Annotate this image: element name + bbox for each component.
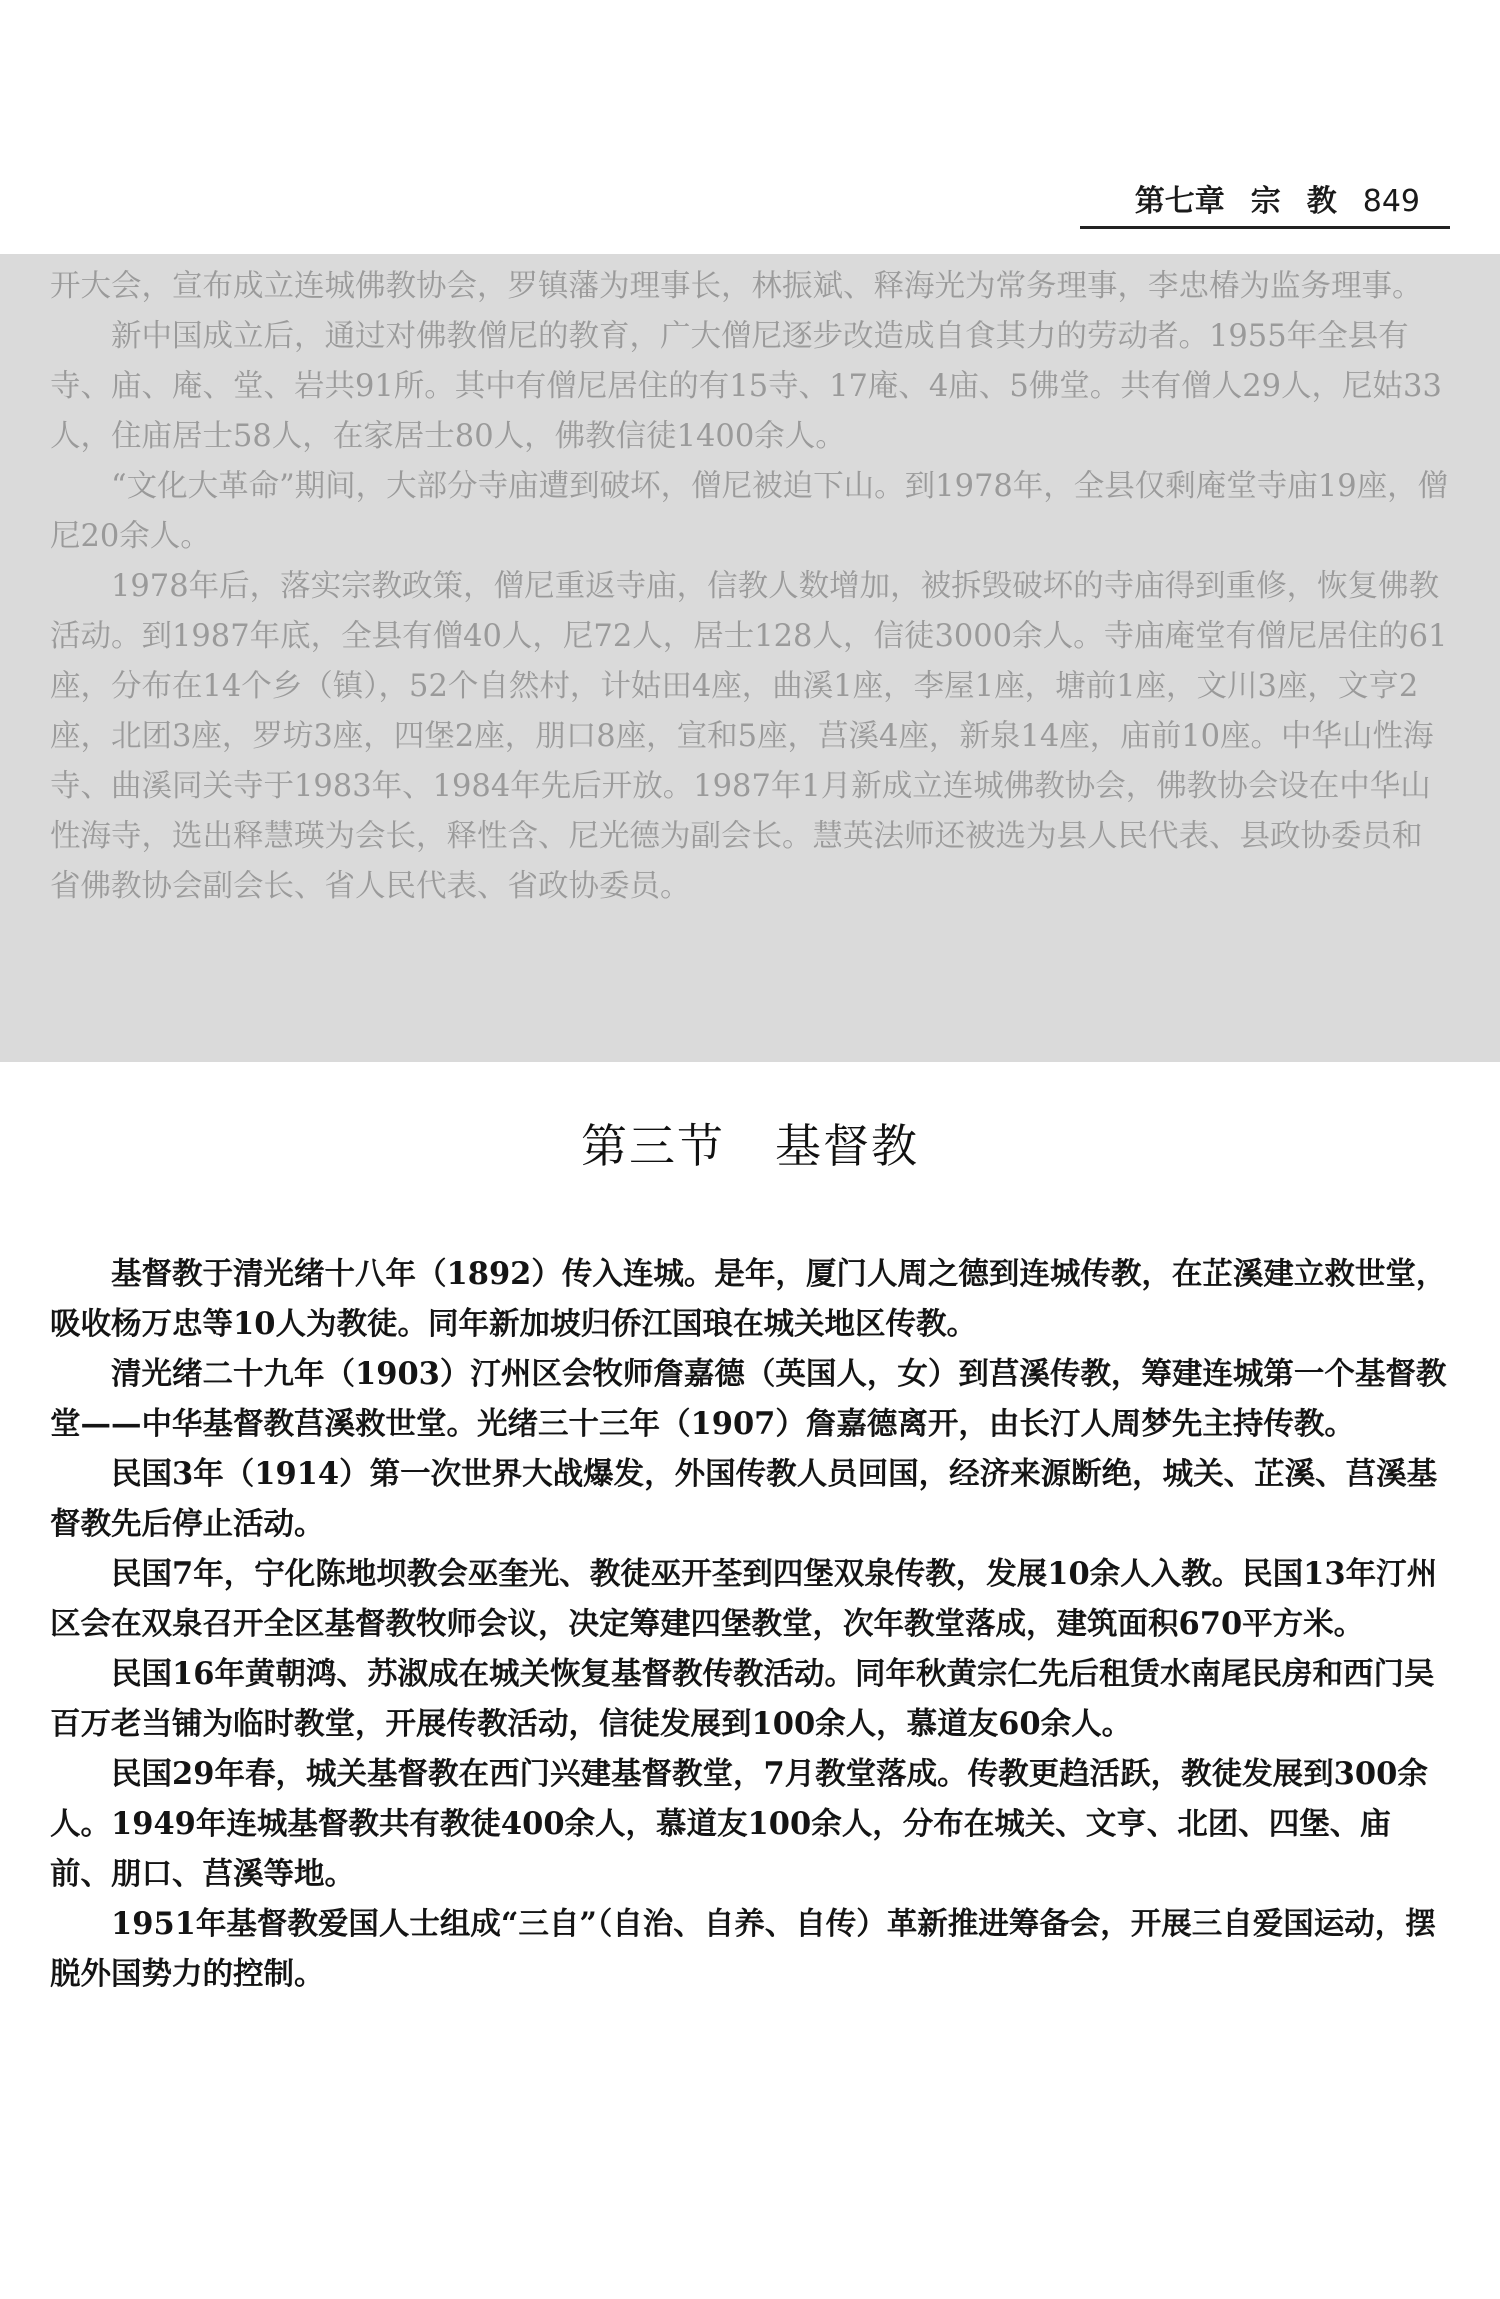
previous-paragraph: 开大会，宣布成立连城佛教协会，罗镇藩为理事长，林振斌、释海光为常务理事，李忠椿为监务理事。	[50, 269, 1423, 304]
section-number: 第三节	[581, 1119, 725, 1173]
section-title	[0, 1110, 1500, 1176]
body-paragraph: 民国16年黄朝鸿、苏淑成在城关恢复基督教传教活动。同年秋黄宗仁先后租赁水南尾民房和西门吴百万老当铺为临时教堂，开展传教活动，信徒发展到100余人，慕道友60余人。	[50, 1656, 1435, 1742]
previous-section-text	[50, 262, 1450, 912]
previous-paragraph: 新中国成立后，通过对佛教僧尼的教育，广大僧尼逐步改造成自食其力的劳动者。1955年全县有寺、庙、庵、堂、岩共91所。其中有僧尼居住的有15寺、17庵、4庙、5佛堂。共有僧人29人，尼姑33人，住庙居士58人，在家居士80人，佛教信徒1400余人。	[50, 319, 1442, 454]
section-body	[50, 1249, 1450, 1999]
chapter-title-char-2: 教	[1306, 184, 1337, 219]
body-paragraph: 基督教于清光绪十八年（1892）传入连城。是年，厦门人周之德到连城传教，在芷溪建立救世堂，吸收杨万忠等10人为教徒。同年新加坡归侨江国琅在城关地区传教。	[50, 1256, 1447, 1342]
previous-paragraph: “文化大革命”期间，大部分寺庙遭到破坏，僧尼被迫下山。到1978年，全县仅剩庵堂寺庙19座，僧尼20余人。	[50, 469, 1449, 554]
previous-paragraph: 1978年后，落实宗教政策，僧尼重返寺庙，信教人数增加，被拆毁破坏的寺庙得到重修，恢复佛教活动。到1987年底，全县有僧40人，尼72人，居士128人，信徒3000余人。寺庙庵堂有僧尼居住的61座，分布在14个乡（镇），52个自然村，计姑田4座，曲溪1座，李屋1座，塘前1座，文川3座，文亨2座，北团3座，罗坊3座，四堡2座，朋口8座，宣和5座，莒溪4座，新泉14座，庙前10座。中华山性海寺、曲溪同关寺于1983年、1984年先后开放。1987年1月新成立连城佛教协会，佛教协会设在中华山性海寺，选出释慧瑛为会长，释性含、尼光德为副会长。慧英法师还被选为县人民代表、县政协委员和省佛教协会副会长、省人民代表、省政协委员。	[50, 569, 1448, 904]
section-heading: 基督教	[775, 1119, 919, 1173]
running-header-text	[1135, 176, 1420, 220]
body-paragraph: 民国3年（1914）第一次世界大战爆发，外国传教人员回国，经济来源断绝，城关、芷溪、莒溪基督教先后停止活动。	[50, 1456, 1438, 1542]
running-header	[1080, 176, 1450, 229]
body-paragraph: 清光绪二十九年（1903）汀州区会牧师詹嘉德（英国人，女）到莒溪传教，筹建连城第一个基督教堂——中华基督教莒溪救世堂。光绪三十三年（1907）詹嘉德离开，由长汀人周梦先主持传教。	[50, 1356, 1447, 1442]
body-paragraph: 民国29年春，城关基督教在西门兴建基督教堂，7月教堂落成。传教更趋活跃，教徒发展到300余人。1949年连城基督教共有教徒400余人，慕道友100余人，分布在城关、文亨、北团、四堡、庙前、朋口、莒溪等地。	[50, 1756, 1428, 1892]
body-paragraph: 1951年基督教爱国人士组成“三自”（自治、自养、自传）革新推进筹备会，开展三自爱国运动，摆脱外国势力的控制。	[50, 1906, 1436, 1992]
chapter-number: 第七章	[1134, 184, 1225, 219]
body-paragraph: 民国7年，宁化陈地坝教会巫奎光、教徒巫开荃到四堡双泉传教，发展10余人入教。民国13年汀州区会在双泉召开全区基督教牧师会议，决定筹建四堡教堂，次年教堂落成，建筑面积670平方米。	[50, 1556, 1438, 1642]
page-number: 849	[1362, 184, 1420, 219]
chapter-title-char-1: 宗	[1250, 184, 1281, 219]
